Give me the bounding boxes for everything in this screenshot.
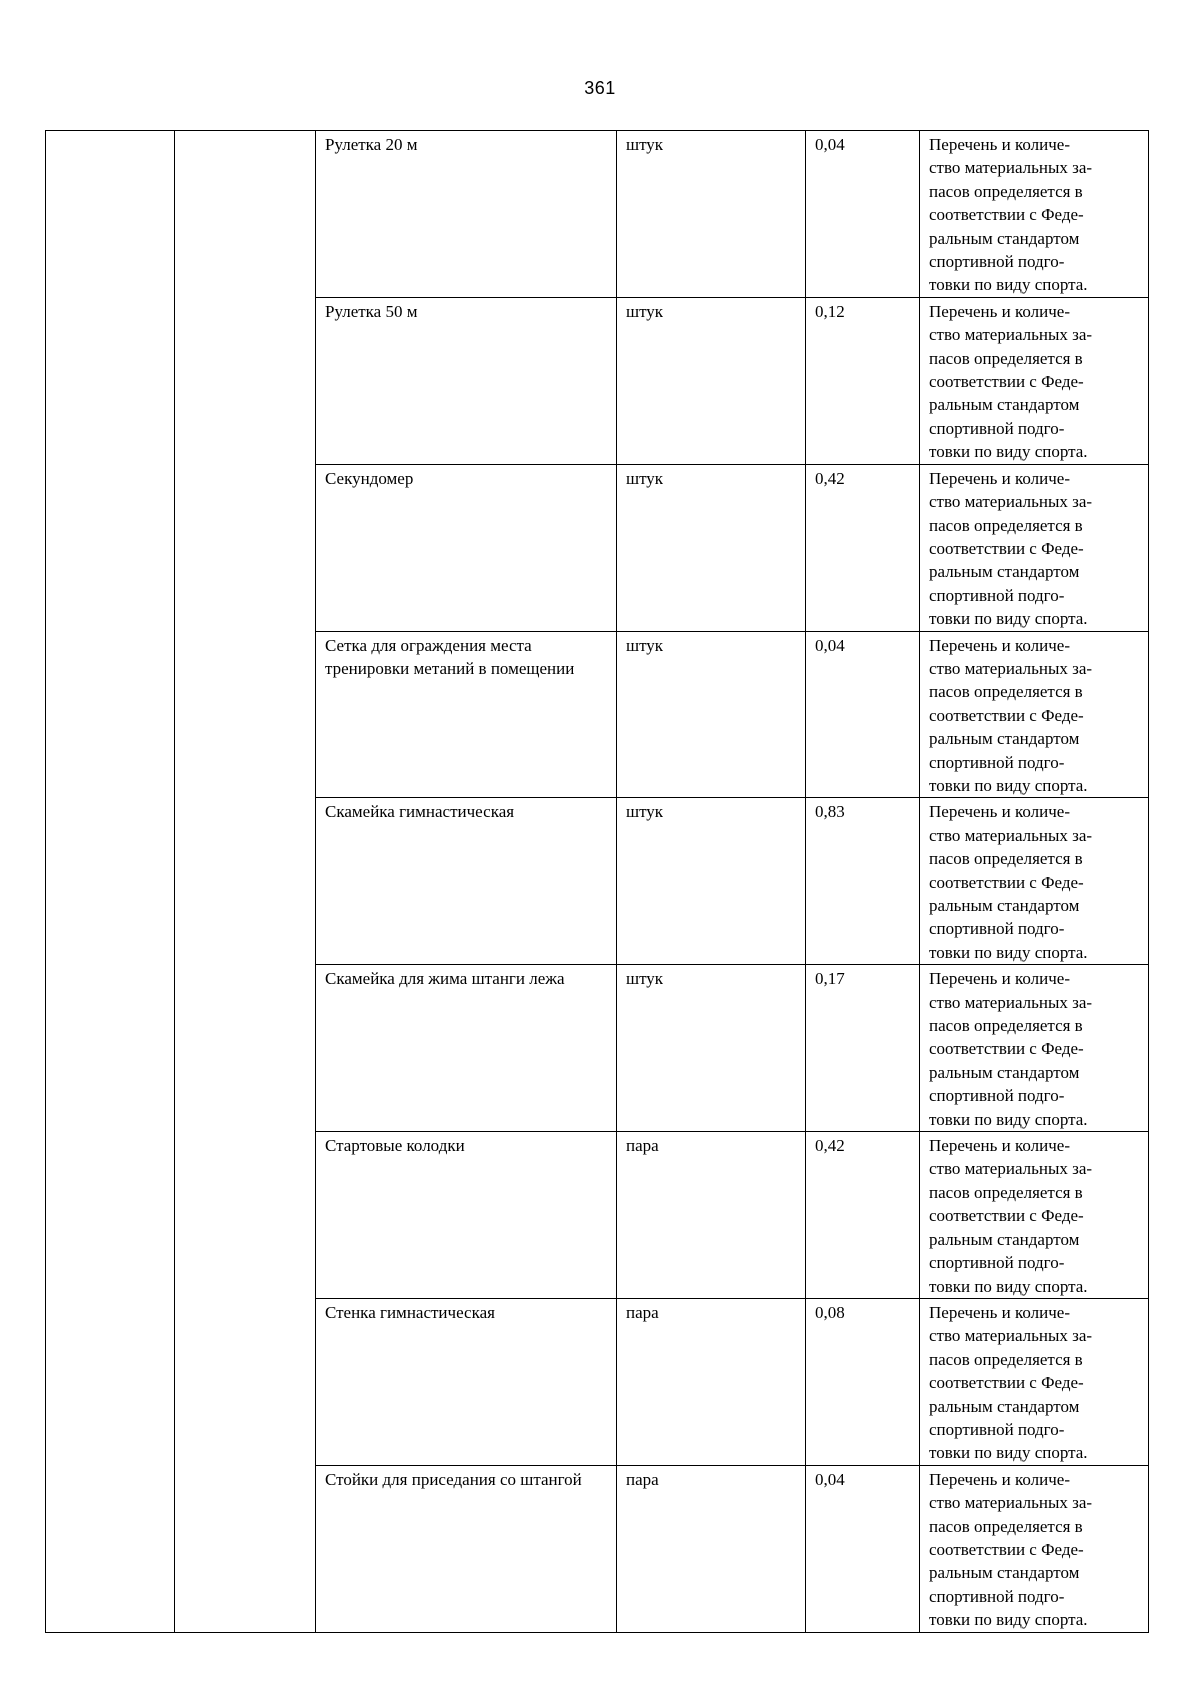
quantity-cell: 0,83 <box>806 798 920 965</box>
item-name-cell: Стенка гимнастическая <box>316 1298 617 1465</box>
note-line: ральным стандартом <box>929 562 1080 582</box>
note-line: пасов определяется в <box>929 1516 1083 1536</box>
item-name-cell: Рулетка 20 м <box>316 131 617 298</box>
note-line: соответствии с Феде- <box>929 372 1084 392</box>
unit-cell: штук <box>617 798 806 965</box>
note-line: соответствии с Феде- <box>929 705 1084 725</box>
note-line: пасов определяется в <box>929 348 1083 368</box>
note-line: товки по виду спорта. <box>929 442 1088 462</box>
item-name-cell: Секундомер <box>316 464 617 631</box>
note-line: ральным стандартом <box>929 1062 1080 1082</box>
note-line: соответствии с Феде- <box>929 538 1084 558</box>
note-line: пасов определяется в <box>929 1016 1083 1036</box>
note-line: Перечень и количе- <box>929 1469 1070 1489</box>
note-line: спортивной подго- <box>929 919 1065 939</box>
note-line: Перечень и количе- <box>929 301 1070 321</box>
note-line: Перечень и количе- <box>929 468 1070 488</box>
note-line: ство материальных за- <box>929 325 1093 345</box>
note-cell <box>920 1465 1149 1632</box>
note-line: ральным стандартом <box>929 1229 1080 1249</box>
note-line: Перечень и количе- <box>929 969 1070 989</box>
note-line: спортивной подго- <box>929 252 1065 272</box>
item-name-cell: Сетка для ограждения места тренировки метаний в помещении <box>316 631 617 798</box>
note-cell <box>920 464 1149 631</box>
note-line: ство материальных за- <box>929 1326 1093 1346</box>
empty-column-cell-1 <box>46 131 175 1633</box>
note-line: спортивной подго- <box>929 752 1065 772</box>
note-line: спортивной подго- <box>929 1419 1065 1439</box>
note-line: товки по виду спорта. <box>929 1276 1088 1296</box>
note-line: ральным стандартом <box>929 896 1080 915</box>
note-line: ральным стандартом <box>929 729 1080 749</box>
note-line: ральным стандартом <box>929 1396 1080 1416</box>
note-line: ство материальных за- <box>929 825 1093 845</box>
note-line: пасов определяется в <box>929 1349 1083 1369</box>
quantity-cell: 0,42 <box>806 1132 920 1299</box>
note-line: соответствии с Феде- <box>929 1206 1084 1226</box>
note-line: Перечень и количе- <box>929 1302 1070 1322</box>
quantity-cell: 0,04 <box>806 131 920 298</box>
item-name-cell: Стартовые колодки <box>316 1132 617 1299</box>
note-line: спортивной подго- <box>929 1586 1065 1606</box>
item-name-cell: Скамейка гимнастическая <box>316 798 617 965</box>
unit-cell: штук <box>617 131 806 298</box>
note-line: Перечень и количе- <box>929 802 1070 822</box>
note-line: пасов определяется в <box>929 682 1083 702</box>
note-line: соответствии с Феде- <box>929 1039 1084 1059</box>
note-line: соответствии с Феде- <box>929 205 1084 225</box>
note-line: пасов определяется в <box>929 515 1083 535</box>
note-line: ство материальных за- <box>929 158 1093 178</box>
item-name-cell: Стойки для приседания со штангой <box>316 1465 617 1632</box>
note-line: ральным стандартом <box>929 395 1080 415</box>
note-cell <box>920 631 1149 798</box>
unit-cell: пара <box>617 1298 806 1465</box>
note-line: ральным стандартом <box>929 1563 1080 1583</box>
item-name-cell: Рулетка 50 м <box>316 297 617 464</box>
note-line: спортивной подго- <box>929 1253 1065 1273</box>
note-line: пасов определяется в <box>929 1182 1083 1202</box>
quantity-cell: 0,17 <box>806 965 920 1132</box>
unit-cell: штук <box>617 631 806 798</box>
item-name-cell: Скамейка для жима штанги лежа <box>316 965 617 1132</box>
note-line: спортивной подго- <box>929 1086 1065 1106</box>
note-line: товки по виду спорта. <box>929 775 1088 795</box>
note-line: ство материальных за- <box>929 1159 1093 1179</box>
note-line: соответствии с Феде- <box>929 1373 1084 1393</box>
quantity-cell: 0,42 <box>806 464 920 631</box>
note-line: ство материальных за- <box>929 492 1093 512</box>
note-cell <box>920 131 1149 298</box>
note-line: товки по виду спорта. <box>929 1443 1088 1463</box>
note-cell <box>920 965 1149 1132</box>
quantity-cell: 0,04 <box>806 631 920 798</box>
note-line: Перечень и количе- <box>929 135 1070 154</box>
quantity-cell: 0,08 <box>806 1298 920 1465</box>
note-cell <box>920 1132 1149 1299</box>
unit-cell: пара <box>617 1132 806 1299</box>
note-line: товки по виду спорта. <box>929 1610 1088 1630</box>
quantity-cell: 0,12 <box>806 297 920 464</box>
note-line: товки по виду спорта. <box>929 275 1088 295</box>
page-number: 361 <box>584 78 616 98</box>
unit-cell: штук <box>617 965 806 1132</box>
note-line: Перечень и количе- <box>929 1136 1070 1156</box>
quantity-cell: 0,04 <box>806 1465 920 1632</box>
note-line: спортивной подго- <box>929 585 1065 605</box>
note-line: ство материальных за- <box>929 992 1093 1012</box>
equipment-table <box>45 130 1149 1633</box>
unit-cell: штук <box>617 464 806 631</box>
note-line: товки по виду спорта. <box>929 609 1088 629</box>
table-row <box>46 131 1149 298</box>
note-line: соответствии с Феде- <box>929 872 1084 892</box>
note-cell <box>920 297 1149 464</box>
unit-cell: штук <box>617 297 806 464</box>
note-line: пасов определяется в <box>929 849 1083 869</box>
note-line: ральным стандартом <box>929 228 1080 248</box>
unit-cell: пара <box>617 1465 806 1632</box>
note-cell <box>920 1298 1149 1465</box>
note-line: товки по виду спорта. <box>929 942 1088 962</box>
note-line: пасов определяется в <box>929 181 1083 201</box>
note-line: соответствии с Феде- <box>929 1539 1084 1559</box>
table-body <box>46 131 1149 1633</box>
note-line: товки по виду спорта. <box>929 1109 1088 1129</box>
empty-column-cell-2 <box>175 131 316 1633</box>
note-line: ство материальных за- <box>929 658 1093 678</box>
note-line: Перечень и количе- <box>929 635 1070 655</box>
note-line: спортивной подго- <box>929 418 1065 438</box>
note-line: ство материальных за- <box>929 1493 1093 1513</box>
note-cell <box>920 798 1149 965</box>
